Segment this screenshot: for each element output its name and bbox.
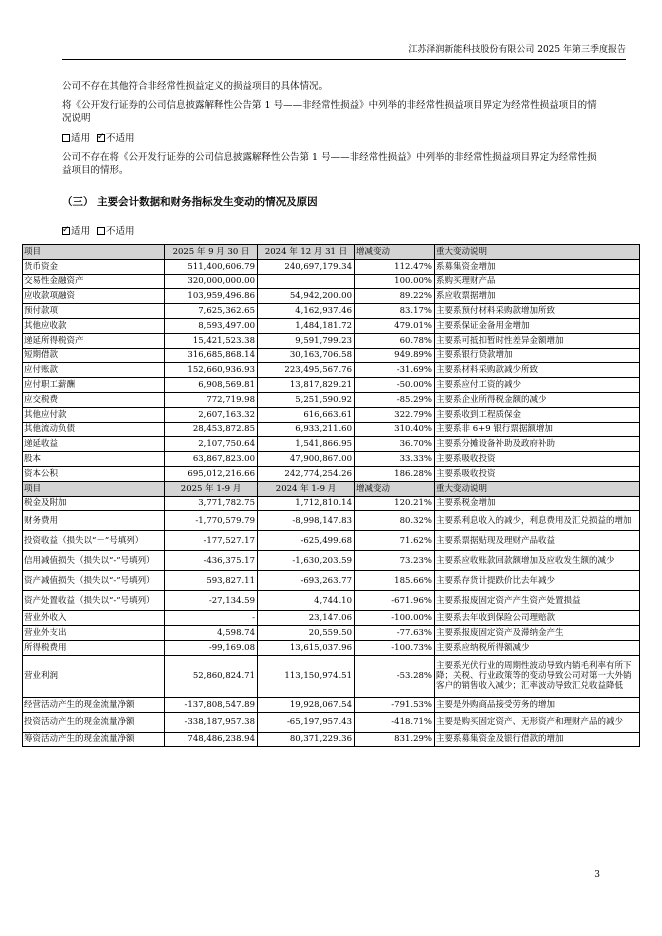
change-reason: 主要系保证金备用金增加	[435, 318, 640, 333]
paragraph-no-classification: 公司不存在将《公开发行证券的公司信息披露解释性公告第 1 号——非经常性损益》中列举的非经常性损益项目界定为经常性损益项目的情形。	[62, 152, 597, 176]
row-label: 预付款项	[23, 304, 165, 319]
table-row	[23, 466, 640, 481]
table-row	[23, 496, 640, 511]
checkbox-applicable-2	[62, 227, 70, 235]
prior-value: 9,591,799.23	[258, 333, 355, 348]
change-reason: 系募集资金增加	[435, 259, 640, 274]
row-label: 应收款项融资	[23, 289, 165, 304]
current-value: -338,187,957.38	[165, 712, 258, 732]
label-applicable: 适用	[71, 133, 91, 144]
page-number: 3	[594, 870, 600, 880]
label-not-applicable-2: 不适用	[106, 226, 135, 237]
checkbox-applicable	[62, 134, 70, 142]
change-percent: -418.71%	[355, 712, 435, 732]
prior-value: 4,162,937.46	[258, 304, 355, 319]
column-header: 重大变动说明	[435, 481, 640, 496]
change-reason: 主要系吸收投资	[435, 452, 640, 467]
row-label: 投资活动产生的现金流量净额	[23, 712, 165, 732]
change-reason: 主要系应付工资的减少	[435, 378, 640, 393]
change-reason: 主要系票据贴现及理财产品收益	[435, 531, 640, 551]
change-percent: 36.70%	[355, 437, 435, 452]
row-label: 营业外收入	[23, 611, 165, 626]
row-label: 资产处置收益（损失以“-”号填列）	[23, 591, 165, 611]
row-label: 递延收益	[23, 437, 165, 452]
row-label: 营业利润	[23, 655, 165, 697]
table-row	[23, 591, 640, 611]
prior-value: 6,933,211.60	[258, 422, 355, 437]
row-label: 营业外支出	[23, 626, 165, 641]
change-percent: 322.79%	[355, 407, 435, 422]
table-row	[23, 571, 640, 591]
paragraph-other-items: 公司不存在其他符合非经常性损益定义的损益项目的具体情况。	[62, 81, 329, 92]
table-row	[23, 640, 640, 655]
current-value: 748,486,238.94	[165, 732, 258, 747]
prior-value: 54,942,200.00	[258, 289, 355, 304]
change-reason: 主要系收到工程质保金	[435, 407, 640, 422]
current-value: 511,400,606.79	[165, 259, 258, 274]
column-header: 重大变动说明	[435, 245, 640, 260]
prior-value: 240,697,179.34	[258, 259, 355, 274]
change-percent: 83.17%	[355, 304, 435, 319]
table-row	[23, 348, 640, 363]
change-percent: 310.40%	[355, 422, 435, 437]
current-value: 52,860,824.71	[165, 655, 258, 697]
prior-value: 223,495,567.76	[258, 363, 355, 378]
change-reason: 主要系存货计提跌价比去年减少	[435, 571, 640, 591]
prior-value: 113,150,974.51	[258, 655, 355, 697]
change-percent: -50.00%	[355, 378, 435, 393]
table-row	[23, 363, 640, 378]
change-percent: 60.78%	[355, 333, 435, 348]
prior-value: -1,630,203.59	[258, 551, 355, 571]
table-row	[23, 697, 640, 712]
financial-changes-table	[22, 244, 640, 747]
column-header: 增减变动	[355, 245, 435, 260]
change-reason: 主要系募集资金及银行借款的增加	[435, 732, 640, 747]
change-reason: 主要系应纳税所得额减少	[435, 640, 640, 655]
current-value: -99,169.08	[165, 640, 258, 655]
change-reason: 主要系去年收到保险公司理赔款	[435, 611, 640, 626]
change-percent: -100.73%	[355, 640, 435, 655]
current-value: 4,598.74	[165, 626, 258, 641]
table-row	[23, 626, 640, 641]
row-label: 交易性金融资产	[23, 274, 165, 289]
table-row	[23, 437, 640, 452]
prior-value: 23,147.06	[258, 611, 355, 626]
table-row	[23, 392, 640, 407]
table-row	[23, 259, 640, 274]
row-label: 税金及附加	[23, 496, 165, 511]
row-label: 信用减值损失（损失以“-”号填列）	[23, 551, 165, 571]
change-percent: -53.28%	[355, 655, 435, 697]
table-row	[23, 531, 640, 551]
row-label: 应付职工薪酬	[23, 378, 165, 393]
table-row	[23, 452, 640, 467]
prior-value: 1,712,810.14	[258, 496, 355, 511]
current-value: 7,625,362.65	[165, 304, 258, 319]
change-percent: 185.66%	[355, 571, 435, 591]
change-percent: 479.01%	[355, 318, 435, 333]
table-row	[23, 511, 640, 531]
row-label: 其他应付款	[23, 407, 165, 422]
prior-value: 5,251,590.92	[258, 392, 355, 407]
table-row	[23, 274, 640, 289]
current-value: -	[165, 611, 258, 626]
table-header-row	[23, 245, 640, 260]
change-percent: -791.53%	[355, 697, 435, 712]
row-label: 递延所得税资产	[23, 333, 165, 348]
table-row	[23, 712, 640, 732]
change-reason: 主要系企业所得税金额的减少	[435, 392, 640, 407]
change-percent: 89.22%	[355, 289, 435, 304]
change-percent: 33.33%	[355, 452, 435, 467]
prior-value: 4,744.10	[258, 591, 355, 611]
current-value: 3,771,782.75	[165, 496, 258, 511]
table-row	[23, 551, 640, 571]
change-percent: -77.63%	[355, 626, 435, 641]
change-reason: 主要系税金增加	[435, 496, 640, 511]
change-reason: 主要系应收账款回款额增加及应收发生额的减少	[435, 551, 640, 571]
table-header-row	[23, 481, 640, 496]
change-percent: 100.00%	[355, 274, 435, 289]
change-reason: 主要系非 6+9 银行票据额增加	[435, 422, 640, 437]
column-header: 2025 年 9 月 30 日	[165, 245, 258, 260]
current-value: -27,134.59	[165, 591, 258, 611]
change-reason: 系购买理财产品	[435, 274, 640, 289]
prior-value: 30,163,706.58	[258, 348, 355, 363]
current-value: 772,719.98	[165, 392, 258, 407]
change-reason: 主要系光伏行业的周期性波动导致内销毛利率有所下降；关税、行业政策等的变动导致公司对第一大外销客户的销售收入减少；汇率波动导致汇兑收益降低	[435, 655, 640, 697]
prior-value: 242,774,254.26	[258, 466, 355, 481]
prior-value: -65,197,957.43	[258, 712, 355, 732]
table-row	[23, 289, 640, 304]
prior-value	[258, 274, 355, 289]
column-header: 项目	[23, 481, 165, 496]
change-reason: 主要系利息收入的减少，利息费用及汇兑损益的增加	[435, 511, 640, 531]
change-percent: 80.32%	[355, 511, 435, 531]
prior-value: 1,484,181.72	[258, 318, 355, 333]
current-value: 8,593,497.00	[165, 318, 258, 333]
prior-value: 1,541,866.95	[258, 437, 355, 452]
change-reason: 主要系材料采购款减少所致	[435, 363, 640, 378]
row-label: 货币资金	[23, 259, 165, 274]
applicability-selector	[62, 132, 602, 145]
prior-value: 80,371,229.36	[258, 732, 355, 747]
page-header: 江苏泽润新能科技股份有限公司 2025 年第三季度报告	[62, 42, 626, 60]
change-reason: 主要是外购商品接受劳务的增加	[435, 697, 640, 712]
current-value: 593,827.11	[165, 571, 258, 591]
change-percent: 186.28%	[355, 466, 435, 481]
row-label: 所得税费用	[23, 640, 165, 655]
table-row	[23, 407, 640, 422]
row-label: 其他应收款	[23, 318, 165, 333]
current-value: 28,453,872.85	[165, 422, 258, 437]
row-label: 投资收益（损失以“－”号填列）	[23, 531, 165, 551]
current-value: 6,908,569.81	[165, 378, 258, 393]
change-reason: 主要系可抵扣暂时性差异金额增加	[435, 333, 640, 348]
table-row	[23, 611, 640, 626]
current-value: 2,607,163.32	[165, 407, 258, 422]
change-percent: 831.29%	[355, 732, 435, 747]
column-header: 2025 年 1-9 月	[165, 481, 258, 496]
prior-value: -625,499.68	[258, 531, 355, 551]
change-reason: 系应收票据增加	[435, 289, 640, 304]
change-percent: -100.00%	[355, 611, 435, 626]
change-reason: 主要系预付材料采购款增加所致	[435, 304, 640, 319]
current-value: 695,012,216.66	[165, 466, 258, 481]
current-value: -436,375.17	[165, 551, 258, 571]
label-applicable-2: 适用	[71, 226, 91, 237]
row-label: 应付账款	[23, 363, 165, 378]
row-label: 财务费用	[23, 511, 165, 531]
change-percent: -31.69%	[355, 363, 435, 378]
prior-value: 616,663.61	[258, 407, 355, 422]
table-row	[23, 655, 640, 697]
change-reason: 主要系报废固定资产产生资产处置损益	[435, 591, 640, 611]
current-value: 152,660,936.93	[165, 363, 258, 378]
row-label: 股本	[23, 452, 165, 467]
paragraph-classification-note: 将《公开发行证券的公司信息披露解释性公告第 1 号——非经常性损益》中列举的非经常性损益项目界定为经常性损益项目的情况说明	[62, 100, 597, 124]
change-percent: 120.21%	[355, 496, 435, 511]
row-label: 短期借款	[23, 348, 165, 363]
table-row	[23, 318, 640, 333]
change-percent: -85.29%	[355, 392, 435, 407]
current-value: -177,527.17	[165, 531, 258, 551]
change-percent: 112.47%	[355, 259, 435, 274]
change-percent: 73.23%	[355, 551, 435, 571]
change-reason: 主要系分摊设备补助及政府补助	[435, 437, 640, 452]
table-row	[23, 333, 640, 348]
change-reason: 主要系报废固定资产及滞纳金产生	[435, 626, 640, 641]
table-row	[23, 378, 640, 393]
table-row	[23, 304, 640, 319]
change-reason: 主要系银行贷款增加	[435, 348, 640, 363]
current-value: 63,867,823.00	[165, 452, 258, 467]
checkbox-not-applicable	[97, 134, 105, 142]
row-label: 应交税费	[23, 392, 165, 407]
financial-changes-body	[23, 245, 640, 747]
prior-value: 19,928,067.54	[258, 697, 355, 712]
row-label: 筹资活动产生的现金流量净额	[23, 732, 165, 747]
checkbox-not-applicable-2	[97, 227, 105, 235]
applicability-selector-2	[62, 225, 602, 238]
column-header: 2024 年 1-9 月	[258, 481, 355, 496]
column-header: 增减变动	[355, 481, 435, 496]
current-value: 320,000,000.00	[165, 274, 258, 289]
current-value: -137,808,547.89	[165, 697, 258, 712]
prior-value: 47,900,867.00	[258, 452, 355, 467]
prior-value: 13,615,037.96	[258, 640, 355, 655]
current-value: 15,421,523.38	[165, 333, 258, 348]
change-reason: 主要是购买固定资产、无形资产和理财产品的减少	[435, 712, 640, 732]
current-value: 103,959,496.86	[165, 289, 258, 304]
section-title: （三） 主要会计数据和财务指标发生变动的情况及原因	[62, 196, 318, 208]
current-value: -1,770,579.79	[165, 511, 258, 531]
prior-value: 20,559.50	[258, 626, 355, 641]
row-label: 资产减值损失（损失以“-”号填列）	[23, 571, 165, 591]
prior-value: 13,817,829.21	[258, 378, 355, 393]
current-value: 2,107,750.64	[165, 437, 258, 452]
column-header: 2024 年 12 月 31 日	[258, 245, 355, 260]
current-value: 316,685,868.14	[165, 348, 258, 363]
table-row	[23, 422, 640, 437]
row-label: 其他流动负债	[23, 422, 165, 437]
change-percent: -671.96%	[355, 591, 435, 611]
column-header: 项目	[23, 245, 165, 260]
prior-value: -8,998,147.83	[258, 511, 355, 531]
change-percent: 949.89%	[355, 348, 435, 363]
prior-value: -693,263.77	[258, 571, 355, 591]
change-percent: 71.62%	[355, 531, 435, 551]
label-not-applicable: 不适用	[106, 133, 135, 144]
row-label: 经营活动产生的现金流量净额	[23, 697, 165, 712]
row-label: 资本公积	[23, 466, 165, 481]
change-reason: 主要系吸收投资	[435, 466, 640, 481]
table-row	[23, 732, 640, 747]
